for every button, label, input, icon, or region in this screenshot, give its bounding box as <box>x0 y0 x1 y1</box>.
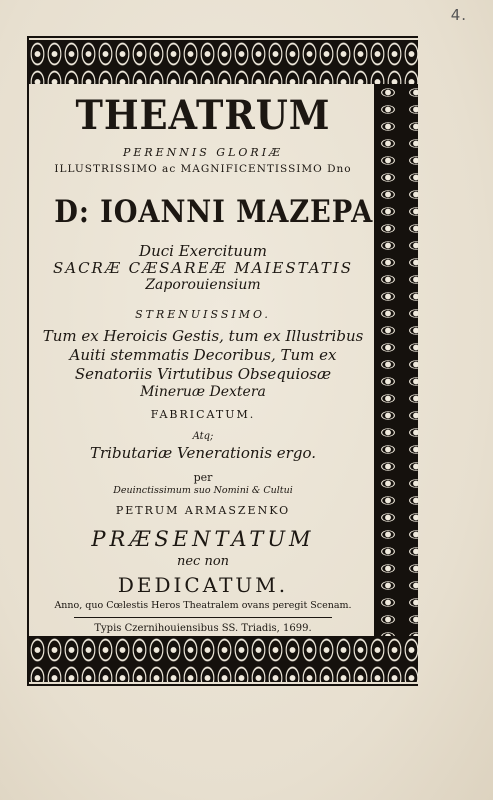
border-rule-top <box>29 36 418 38</box>
text-line: DEDICATUM. <box>117 573 289 597</box>
ornamental-border-right <box>374 84 418 636</box>
dedicatee-name: D: IOANNI MAZEPA <box>54 194 374 230</box>
text-line: Senatoriis Virtutibus Obsequiosæ <box>74 365 332 383</box>
dedication-line: ILLUSTRISSIMO ac MAGNIFICENTISSIMO Dno <box>54 163 352 175</box>
imprint: Typis Czernihouiensibus SS. Triadis, 1699. <box>94 623 312 634</box>
text-line: Tum ex Heroicis Gestis, tum ex Illustribus <box>42 327 364 345</box>
text-line: PRÆSENTATUM <box>91 527 315 551</box>
text-line: Auiti stemmatis Decoribus, Tum ex <box>69 346 337 364</box>
title-page-text <box>34 88 372 636</box>
text-line: Deuinctissimum suo Nomini & Cultui <box>113 485 293 496</box>
text-line: SACRÆ CÆSAREÆ MAIESTATIS <box>52 259 354 277</box>
text-line: Mineruæ Dextera <box>140 384 266 400</box>
border-rule-bottom <box>29 684 418 686</box>
text-line: STRENUISSIMO. <box>135 308 271 321</box>
divider-rule <box>74 617 332 618</box>
text-line: Zaporouiensium <box>145 277 261 293</box>
title: THEATRUM <box>75 92 331 139</box>
text-line: Duci Exercituum <box>139 242 267 260</box>
text-line: per <box>193 471 213 484</box>
subtitle-line: PERENNIS GLORIÆ <box>122 146 284 159</box>
text-line: FABRICATUM. <box>150 408 256 421</box>
text-line: Atq; <box>192 431 214 442</box>
folio-number: 4. <box>450 6 467 24</box>
author-name: PETRUM ARMASZENKO <box>115 504 291 517</box>
text-line: Anno, quo Cœlestis Heros Theatralem ovans peregit Scenam. <box>54 600 352 611</box>
border-rule-left <box>27 36 29 686</box>
text-line: Tributariæ Venerationis ergo. <box>90 444 316 462</box>
ornamental-border-bottom <box>29 636 418 682</box>
text-line: nec non <box>176 554 230 569</box>
ornamental-border-top <box>29 40 418 84</box>
